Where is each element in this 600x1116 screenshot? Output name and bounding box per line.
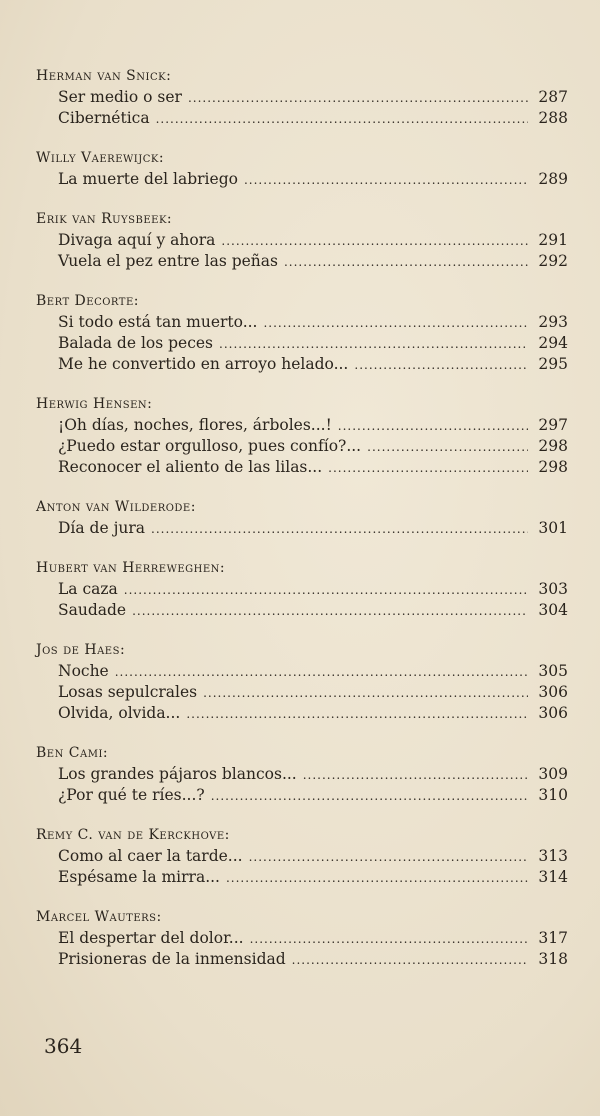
- toc-entry: [58, 682, 568, 703]
- toc-entry: [58, 785, 568, 806]
- entry-page-number: 293: [538, 313, 568, 331]
- dot-leader: [219, 334, 528, 355]
- toc-entry: [58, 87, 568, 108]
- entry-page-number: 306: [538, 704, 568, 722]
- entry-title: ¿Puedo estar orgulloso, pues confío?...: [58, 437, 362, 455]
- entry-page-number: 313: [538, 847, 568, 865]
- toc-entry: [58, 333, 568, 354]
- entry-title: Espésame la mirra...: [58, 868, 220, 886]
- dot-leader: [367, 437, 528, 458]
- toc-entry: [58, 949, 568, 970]
- entry-title: Ser medio o ser: [58, 88, 182, 106]
- author-heading: Herwig Hensen:: [36, 396, 153, 412]
- toc-entry: [58, 579, 568, 600]
- dot-leader: [188, 88, 528, 109]
- dot-leader: [124, 580, 528, 601]
- entry-title: Vuela el pez entre las peñas: [58, 252, 278, 270]
- entry-title: Me he convertido en arroyo helado...: [58, 355, 349, 373]
- author-heading: Erik van Ruysbeek:: [36, 211, 173, 227]
- entry-page-number: 298: [538, 437, 568, 455]
- entry-page-number: 289: [538, 170, 568, 188]
- dot-leader: [203, 683, 528, 704]
- entry-title: Prisioneras de la inmensidad: [58, 950, 286, 968]
- entry-title: Divaga aquí y ahora: [58, 231, 216, 249]
- entry-page-number: 295: [538, 355, 568, 373]
- toc-entry: [58, 600, 568, 621]
- entry-title: Día de jura: [58, 519, 146, 537]
- toc-entry: [58, 867, 568, 888]
- dot-leader: [132, 601, 528, 622]
- entry-title: La caza: [58, 580, 118, 598]
- author-section: [36, 209, 568, 272]
- toc-entry: [58, 457, 568, 478]
- toc-entry: [58, 518, 568, 539]
- entry-title: La muerte del labriego: [58, 170, 238, 188]
- entry-title: Como al caer la tarde...: [58, 847, 243, 865]
- dot-leader: [354, 355, 528, 376]
- toc-entry: [58, 251, 568, 272]
- author-section: [36, 825, 568, 888]
- toc-entry: [58, 703, 568, 724]
- author-heading: Marcel Wauters:: [36, 909, 162, 925]
- dot-leader: [284, 252, 528, 273]
- dot-leader: [250, 929, 528, 950]
- author-section: [36, 66, 568, 129]
- dot-leader: [211, 786, 528, 807]
- author-section: [36, 640, 568, 724]
- entry-page-number: 292: [538, 252, 568, 270]
- entry-page-number: 288: [538, 109, 568, 127]
- toc-entry: [58, 436, 568, 457]
- author-section: [36, 394, 568, 478]
- author-heading: Jos de Haes:: [36, 642, 126, 658]
- toc-entry: [58, 312, 568, 333]
- author-section: [36, 558, 568, 621]
- entry-title: Balada de los peces: [58, 334, 214, 352]
- entry-title: Noche: [58, 662, 109, 680]
- dot-leader: [221, 231, 528, 252]
- entry-title: Losas sepulcrales: [58, 683, 198, 701]
- entry-title: ¿Por qué te ríes...?: [58, 786, 205, 804]
- entry-title: ¡Oh días, noches, flores, árboles...!: [58, 416, 332, 434]
- entry-page-number: 310: [538, 786, 568, 804]
- entry-page-number: 303: [538, 580, 568, 598]
- entry-page-number: 309: [538, 765, 568, 783]
- entry-page-number: 298: [538, 458, 568, 476]
- dot-leader: [292, 950, 528, 971]
- author-heading: Herman van Snick:: [36, 68, 172, 84]
- toc-entry: [58, 415, 568, 436]
- dot-leader: [244, 170, 528, 191]
- entry-page-number: 291: [538, 231, 568, 249]
- dot-leader: [249, 847, 528, 868]
- author-section: [36, 497, 568, 539]
- toc-entry: [58, 846, 568, 867]
- author-section: [36, 743, 568, 806]
- page-number: 364: [44, 1034, 83, 1058]
- toc-entry: [58, 230, 568, 251]
- entry-title: Olvida, olvida...: [58, 704, 181, 722]
- author-section: [36, 291, 568, 375]
- author-heading: Bert Decorte:: [36, 293, 139, 309]
- entry-page-number: 305: [538, 662, 568, 680]
- author-heading: Anton van Wilderode:: [36, 499, 196, 515]
- dot-leader: [151, 519, 528, 540]
- author-heading: Ben Cami:: [36, 745, 109, 761]
- entry-page-number: 301: [538, 519, 568, 537]
- entry-title: Si todo está tan muerto...: [58, 313, 258, 331]
- toc-entry: [58, 169, 568, 190]
- author-heading: Hubert van Herreweghen:: [36, 560, 226, 576]
- author-heading: Remy C. van de Kerckhove:: [36, 827, 230, 843]
- author-section: [36, 148, 568, 190]
- toc-entry: [58, 354, 568, 375]
- dot-leader: [328, 458, 528, 479]
- entry-title: Reconocer el aliento de las lilas...: [58, 458, 323, 476]
- entry-title: Saudade: [58, 601, 127, 619]
- entry-page-number: 306: [538, 683, 568, 701]
- entry-page-number: 294: [538, 334, 568, 352]
- table-of-contents: [36, 66, 568, 989]
- entry-page-number: 317: [538, 929, 568, 947]
- entry-page-number: 287: [538, 88, 568, 106]
- dot-leader: [186, 704, 528, 725]
- dot-leader: [156, 109, 528, 130]
- toc-entry: [58, 764, 568, 785]
- dot-leader: [263, 313, 528, 334]
- entry-title: Cibernética: [58, 109, 150, 127]
- entry-title: Los grandes pájaros blancos...: [58, 765, 297, 783]
- toc-entry: [58, 108, 568, 129]
- toc-entry: [58, 928, 568, 949]
- dot-leader: [226, 868, 528, 889]
- entry-page-number: 314: [538, 868, 568, 886]
- entry-page-number: 304: [538, 601, 568, 619]
- toc-entry: [58, 661, 568, 682]
- entry-page-number: 318: [538, 950, 568, 968]
- entry-title: El despertar del dolor...: [58, 929, 244, 947]
- dot-leader: [303, 765, 528, 786]
- author-section: [36, 907, 568, 970]
- entry-page-number: 297: [538, 416, 568, 434]
- author-heading: Willy Vaerewijck:: [36, 150, 165, 166]
- dot-leader: [115, 662, 528, 683]
- dot-leader: [338, 416, 528, 437]
